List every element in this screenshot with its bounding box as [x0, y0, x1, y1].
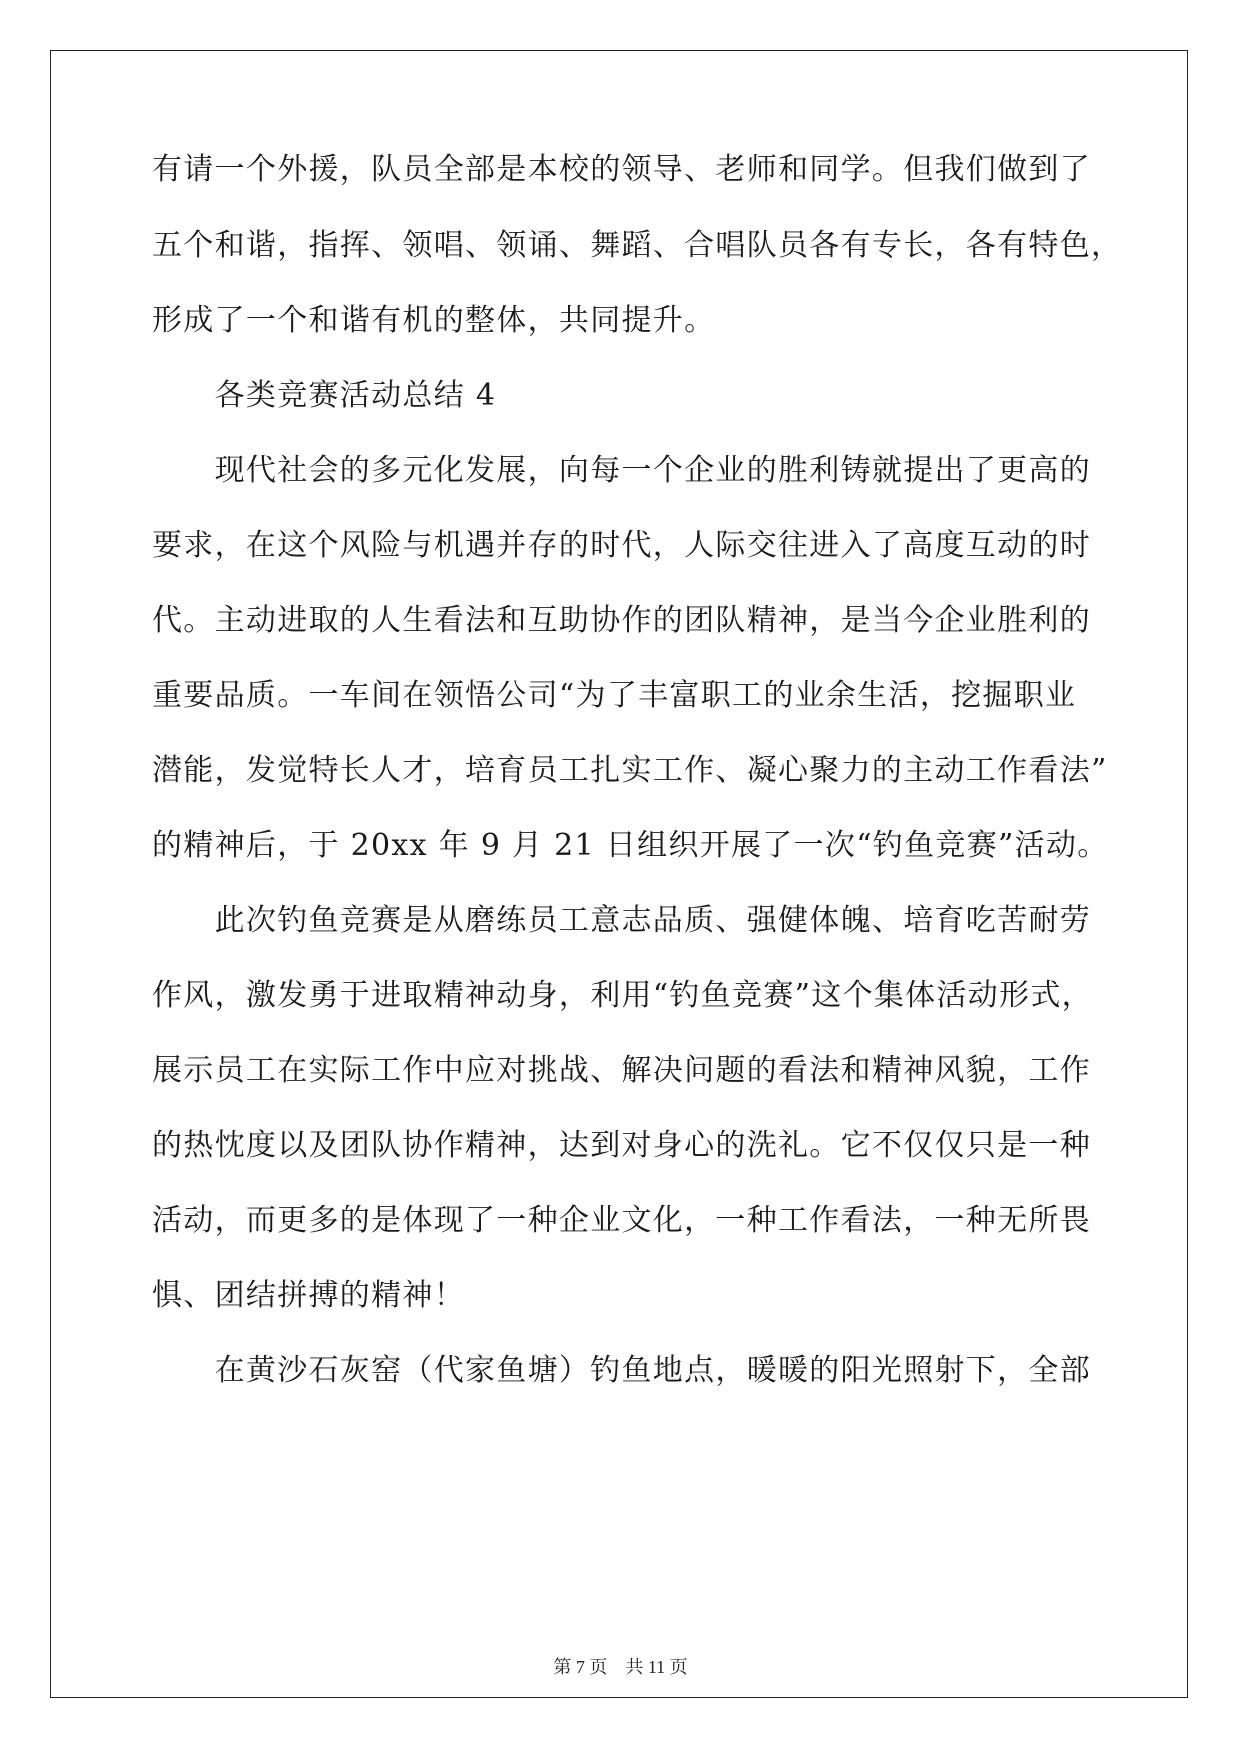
text-line: 在黄沙石灰窑（代家鱼塘）钓鱼地点，暖暖的阳光照射下，全部 [152, 1353, 1091, 1388]
text-line: 现代社会的多元化发展，向每一个企业的胜利铸就提出了更高的 [152, 453, 1091, 488]
page-number: 第 7 页 共 11 页 [553, 1657, 688, 1677]
text-line: 潜能，发觉特长人才，培育员工扎实工作、凝心聚力的主动工作看法” [152, 753, 1108, 788]
text-line: 要求，在这个风险与机遇并存的时代，人际交往进入了高度互动的时 [152, 528, 1091, 563]
text-line: 作风，激发勇于进取精神动身，利用“钓鱼竞赛”这个集体活动形式， [152, 978, 1093, 1013]
text-line: 活动，而更多的是体现了一种企业文化，一种工作看法，一种无所畏 [152, 1203, 1091, 1238]
text-line: 的精神后，于 20xx 年 9 月 21 日组织开展了一次“钓鱼竞赛”活动。 [152, 828, 1109, 863]
section-heading: 各类竞赛活动总结 4 [152, 378, 497, 413]
text-line: 展示员工在实际工作中应对挑战、解决问题的看法和精神风貌，工作 [152, 1053, 1091, 1088]
text-line: 惧、团结拼搏的精神！ [152, 1278, 465, 1313]
text-line: 重要品质。一车间在领悟公司“为了丰富职工的业余生活，挖掘职业 [152, 678, 1077, 713]
text-line: 五个和谐，指挥、领唱、领诵、舞蹈、合唱队员各有专长，各有特色， [152, 228, 1123, 263]
page-border [50, 50, 1188, 1698]
page-footer [0, 1655, 1241, 1679]
text-line: 的热忱度以及团队协作精神，达到对身心的洗礼。它不仅仅只是一种 [152, 1128, 1091, 1163]
text-line: 有请一个外援，队员全部是本校的领导、老师和同学。但我们做到了 [152, 152, 1091, 187]
text-line: 代。主动进取的人生看法和互助协作的团队精神，是当今企业胜利的 [152, 603, 1091, 638]
text-line: 形成了一个和谐有机的整体，共同提升。 [152, 303, 716, 338]
text-line: 此次钓鱼竞赛是从磨练员工意志品质、强健体魄、培育吃苦耐劳 [152, 903, 1091, 938]
